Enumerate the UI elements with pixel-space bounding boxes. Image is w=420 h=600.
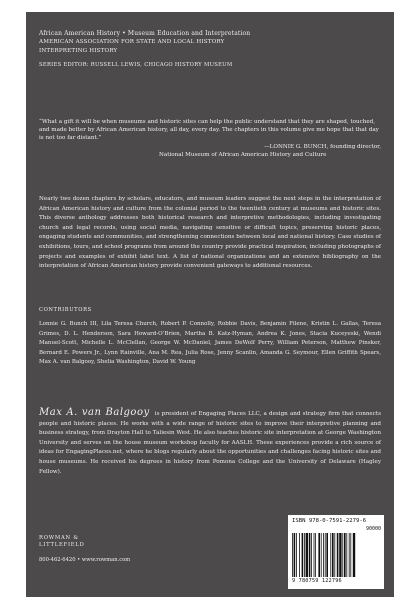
contributors-list: Lonnie G. Bunch III, Lila Teresa Church, Robert P. Connolly, Robbie Davis, Benjamin Filene, Kristin L. Gallas, Teresa Grimes, D. L. Henderson, Sara Howard-O’Brien, Martha B. Katz-Hyman, Andrea K. Jones, Stacia Kuceyeski, Wendi Manuel-Scott, Michelle L. McClellan, George W. McDaniel, James DeWolf Perry, William Peterson, Matthew Pinsker, Bernard E. Powers Jr., Lynn Rainville, Ana M. Rea, Julia Rose, Jenny Scanlin, Amanda G. Seymour, Ellen Griffith Spears, Max A. van Balgooy, Shelia Washington, David W. Young <box>39 321 381 366</box>
quote-text <box>39 118 381 151</box>
quote-body: “What a gift it will be when museums and historic sites can help the public understand that they are shaped, touched, and made better by African American history, all day, every day. The chapters in this volume give me hope that that day is not too far distant.” <box>39 119 379 142</box>
back-cover <box>26 12 394 597</box>
ean-digits: 9 780759 122796 <box>292 578 342 584</box>
contributors-heading: CONTRIBUTORS <box>39 307 92 313</box>
series-editor-line: SERIES EDITOR: RUSSELL LEWIS, CHICAGO HISTORY MUSEUM <box>39 62 233 69</box>
barcode-bars <box>292 533 378 577</box>
isbn-number: ISBN 978-0-7591-2279-6 <box>292 518 367 524</box>
author-signature: Max A. van Balgooy <box>39 407 150 418</box>
author-bio <box>39 408 381 477</box>
isbn-barcode <box>288 515 384 589</box>
publisher-logo <box>39 535 85 549</box>
publisher-contact: 800-462-6420 • www.rowman.com <box>39 557 131 563</box>
quote-attribution-affiliation: National Museum of African American History and Culture <box>159 151 327 158</box>
price-code: 90000 <box>365 526 381 532</box>
author-bio-text: is president of Engaging Places LLC, a design and strategy firm that connects people and historic places. He works with a wide range of historic sites to improve their interpretive planning and business strategy, from Drayton Hall to Taliesin West. He also teaches historic site interpretation at George Washington University and serves on the house museum workshop faculty for AASLH. These experiences provide a rich source of ideas for EngagingPlaces.net, where he blogs regularly about the opportunities and challenges facing historic sites and house museums. He received his degrees in history from Pomona College and the University of Delaware (Hagley Fellow). <box>39 411 381 475</box>
publisher-logo-line2: LITTLEFIELD <box>39 542 85 548</box>
publisher-logo-line1: ROWMAN & <box>39 535 79 541</box>
series-block <box>39 30 339 70</box>
series-publisher-line: AMERICAN ASSOCIATION FOR STATE AND LOCAL HISTORY <box>39 39 225 46</box>
quote-attribution: —LONNIE G. BUNCH, founding director, <box>264 143 381 150</box>
series-topic-line: African American History • Museum Education and Interpretation <box>39 30 251 37</box>
series-name-line: INTERPRETING HISTORY <box>39 47 118 54</box>
barcode-graphic <box>292 533 378 577</box>
book-description: Nearly two dozen chapters by scholars, educators, and museum leaders suggest the next steps in the interpretation of African American history and culture from the colonial period to the twentieth century at museums and historic sites. This diverse anthology addresses both historical research and interpretive methodologies, including investigating church and legal records, using social media, navigating sensitive or difficult topics, preserving historic places, engaging students and communities, and strengthening connections between local and national history. Case studies of exhibitions, tours, and school programs from around the country provide practical inspiration, including photographs of projects and examples of exhibit label text. A list of national organizations and an extensive bibliography on the interpretation of African American history provide convenient gateways to additional resources. <box>39 196 381 270</box>
endorsement-quote <box>39 118 381 159</box>
